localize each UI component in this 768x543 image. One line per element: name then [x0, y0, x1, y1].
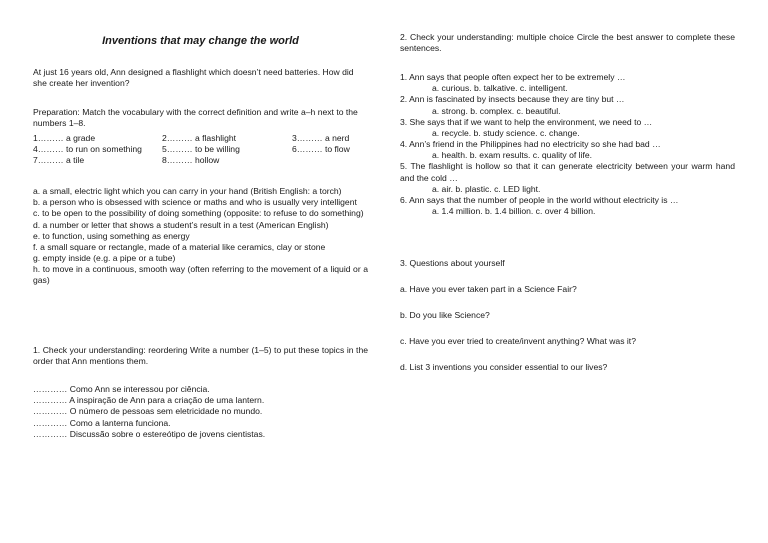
intro-paragraph: At just 16 years old, Ann designed a flashlight which doesn’t need batteries. How did she create her invention? — [33, 67, 354, 89]
definition-item: a. a small, electric light which you can carry in your hand (British English: a torch) — [33, 186, 342, 196]
definition-item: e. to function, using something as energy — [33, 230, 190, 241]
yourself-question: c. Have you ever tried to create/invent anything? What was it? — [400, 336, 636, 346]
answer-options: a. air. b. plastic. c. LED light. — [432, 183, 541, 194]
question-text: 2. Ann is fascinated by insects because they are tiny but … — [400, 94, 625, 105]
definitions-list — [33, 186, 368, 287]
yourself-question: d. List 3 inventions you consider essential to our lives? — [400, 362, 608, 372]
topic-item: ………… O número de pessoas sem eletricidade no mundo. — [33, 406, 263, 417]
definition-item: g. empty inside (e.g. a pipe or a tube) — [33, 253, 176, 264]
topic-item: ………… A inspiração de Ann para a criação de uma lantern. — [33, 395, 265, 406]
vocab-item: 6……… to flow — [292, 144, 350, 155]
multiple-choice-instructions: 2. Check your understanding: multiple choice Circle the best answer to complete these sentences. — [400, 32, 735, 54]
answer-options: a. 1.4 million. b. 1.4 billion. c. over 4 billion. — [432, 206, 596, 217]
answer-options: a. curious. b. talkative. c. intelligent. — [432, 83, 568, 94]
yourself-question: b. Do you like Science? — [400, 310, 490, 320]
question-text: 1. Ann says that people often expect her to be extremely … — [400, 72, 626, 82]
yourself-question: a. Have you ever taken part in a Science Fair? — [400, 284, 577, 294]
answer-options: a. recycle. b. study science. c. change. — [432, 127, 580, 138]
question-text: 4. Ann’s friend in the Philippines had no electricity so she had bad … — [400, 139, 661, 150]
vocab-item: 7……… a tile — [33, 155, 85, 166]
vocab-item: 2……… a flashlight — [162, 133, 237, 143]
preparation-instructions: Preparation: Match the vocabulary with the correct definition and write a–h next to the numbers 1–8. — [33, 107, 358, 129]
answer-options: a. health. b. exam results. c. quality of life. — [432, 150, 593, 161]
answer-options: a. strong. b. complex. c. beautiful. — [432, 105, 561, 116]
topic-item: ………… Discussão sobre o estereótipo de jovens cientistas. — [33, 428, 266, 439]
multiple-choice-list — [400, 72, 735, 217]
vocab-item: 8……… hollow — [162, 155, 220, 166]
vocabulary-grid — [33, 133, 368, 167]
section-3-heading: 3. Questions about yourself — [400, 258, 505, 268]
question-text: 6. Ann says that the number of people in the world without electricity is … — [400, 194, 679, 205]
vocab-item: 5……… to be willing — [162, 144, 240, 155]
worksheet-title: Inventions that may change the world — [102, 35, 299, 47]
vocab-item — [292, 155, 368, 166]
definition-item: d. a number or letter that shows a student’s result in a test (American English) — [33, 219, 329, 230]
topic-item: ………… Como Ann se interessou por ciência. — [33, 384, 210, 394]
reordering-instructions: 1. Check your understanding: reordering Write a number (1–5) to put these topics in the order that Ann mentions them. — [33, 345, 368, 367]
vocab-item: 3……… a nerd — [292, 133, 350, 143]
question-text: 3. She says that if we want to help the environment, we need to … — [400, 116, 653, 127]
vocab-item: 4……… to run on something — [33, 144, 142, 155]
vocab-item: 1……… a grade — [33, 133, 96, 143]
definition-item: h. to move in a continuous, smooth way (often referring to the movement of a liquid or a gas) — [33, 264, 368, 286]
reordering-topics — [33, 384, 368, 440]
definition-item: f. a small square or rectangle, made of a material like ceramics, clay or stone — [33, 241, 326, 252]
question-text: 5. The flashlight is hollow so that it can generate electricity between your warm hand and the cold … — [400, 161, 735, 183]
definition-item: c. to be open to the possibility of doing something (opposite: to refuse to do something) — [33, 208, 364, 219]
topic-item: ………… Como a lanterna funciona. — [33, 417, 171, 428]
definition-item: b. a person who is obsessed with science or maths and who is usually very intelligent — [33, 197, 357, 208]
